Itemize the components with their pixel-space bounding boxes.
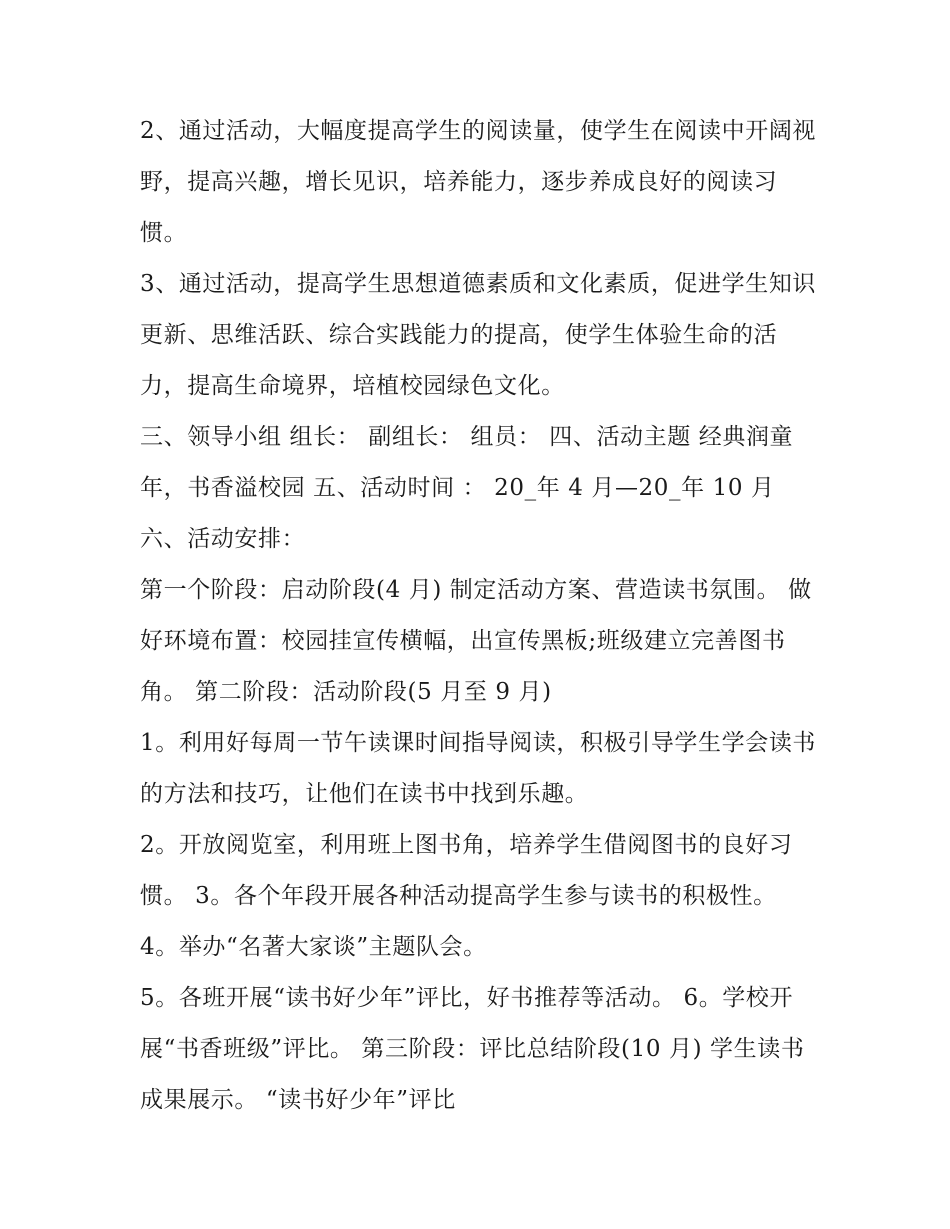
paragraph-activity-1: 1。利用好每周一节午读课时间指导阅读，积极引导学生学会读书的方法和技巧，让他们在读书中找到乐趣。 [140,730,817,807]
paragraph-activity-2-4: 2。开放阅览室，利用班上图书角，培养学生借阅图书的良好习惯。 3。各个年段开展各种活动提高学生参与读书的积极性。 4。举办“名著大家谈”主题队会。 [140,832,793,960]
paragraph-leadership-theme-time: 三、领导小组 组长： 副组长： 组员： 四、活动主题 经典润童年，书香溢校园 五、活动时间 ： 20_年 4 月—20_年 10 月 六、活动安排： [140,424,794,552]
paragraph-goal-2: 2、通过活动，大幅度提高学生的阅读量，使学生在阅读中开阔视野，提高兴趣，增长见识，培养能力，逐步养成良好的阅读习惯。 [140,118,817,246]
document-body [140,106,820,1126]
paragraph-stage-one: 第一个阶段：启动阶段(4 月) 制定活动方案、营造读书氛围。 做好环境布置：校园挂宣传横幅，出宣传黑板;班级建立完善图书角。 第二阶段：活动阶段(5 月至 9 月) [140,577,812,705]
paragraph-goal-3: 3、通过活动，提高学生思想道德素质和文化素质，促进学生知识更新、思维活跃、综合实践能力的提高，使学生体验生命的活力，提高生命境界，培植校园绿色文化。 [140,271,817,399]
paragraph-activity-5-stage-three: 5。各班开展“读书好少年”评比，好书推荐等活动。 6。学校开展“书香班级”评比。 第三阶段：评比总结阶段(10 月) 学生读书成果展示。 “读书好少年”评比 [140,985,805,1113]
